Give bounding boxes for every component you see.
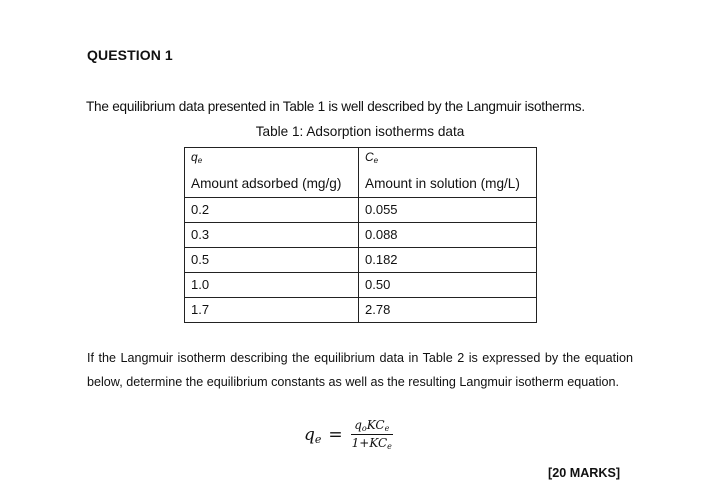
equation-fraction: [351, 418, 393, 451]
question-heading: QUESTION 1: [87, 47, 173, 63]
qe-value: 0.3: [185, 223, 359, 248]
ce-value: 0.182: [359, 248, 537, 273]
table-row: [185, 298, 537, 323]
table-row: [185, 223, 537, 248]
equation-lhs: $q_e$: [304, 424, 322, 446]
qe-symbol: $q_e$: [191, 150, 203, 165]
table-row: [185, 273, 537, 298]
qe-label: Amount adsorbed (mg/g): [191, 176, 342, 191]
ce-value: 0.50: [359, 273, 537, 298]
table-row: [185, 248, 537, 273]
ce-value: 0.055: [359, 198, 537, 223]
fraction-bar: [351, 434, 393, 435]
qe-value: 0.5: [185, 248, 359, 273]
adsorption-data-table: [184, 147, 537, 323]
equation-denominator: $1+KC_e$: [351, 436, 392, 451]
ce-value: 2.78: [359, 298, 537, 323]
ce-symbol: $C_e$: [365, 150, 379, 165]
qe-value: 1.7: [185, 298, 359, 323]
instruction-paragraph: If the Langmuir isotherm describing the equilibrium data in Table 2 is expressed by the equation below, determine the equilibrium constants as well as the resulting Langmuir isotherm equation.: [87, 351, 633, 389]
table-header-row: [185, 148, 537, 198]
column-header-qe: [185, 148, 359, 198]
ce-label: Amount in solution (mg/L): [365, 176, 520, 191]
langmuir-equation: [304, 418, 393, 451]
ce-value: 0.088: [359, 223, 537, 248]
marks-label: [20 MARKS]: [548, 466, 621, 480]
qe-value: 1.0: [185, 273, 359, 298]
equation-equals: =: [328, 424, 343, 445]
table-row: [185, 198, 537, 223]
table-caption: Table 1: Adsorption isotherms data: [255, 124, 465, 139]
qe-value: 0.2: [185, 198, 359, 223]
equation-numerator: $q_oKC_e$: [354, 418, 390, 433]
intro-text: The equilibrium data presented in Table 1 is well described by the Langmuir isotherms.: [86, 99, 585, 114]
column-header-ce: [359, 148, 537, 198]
